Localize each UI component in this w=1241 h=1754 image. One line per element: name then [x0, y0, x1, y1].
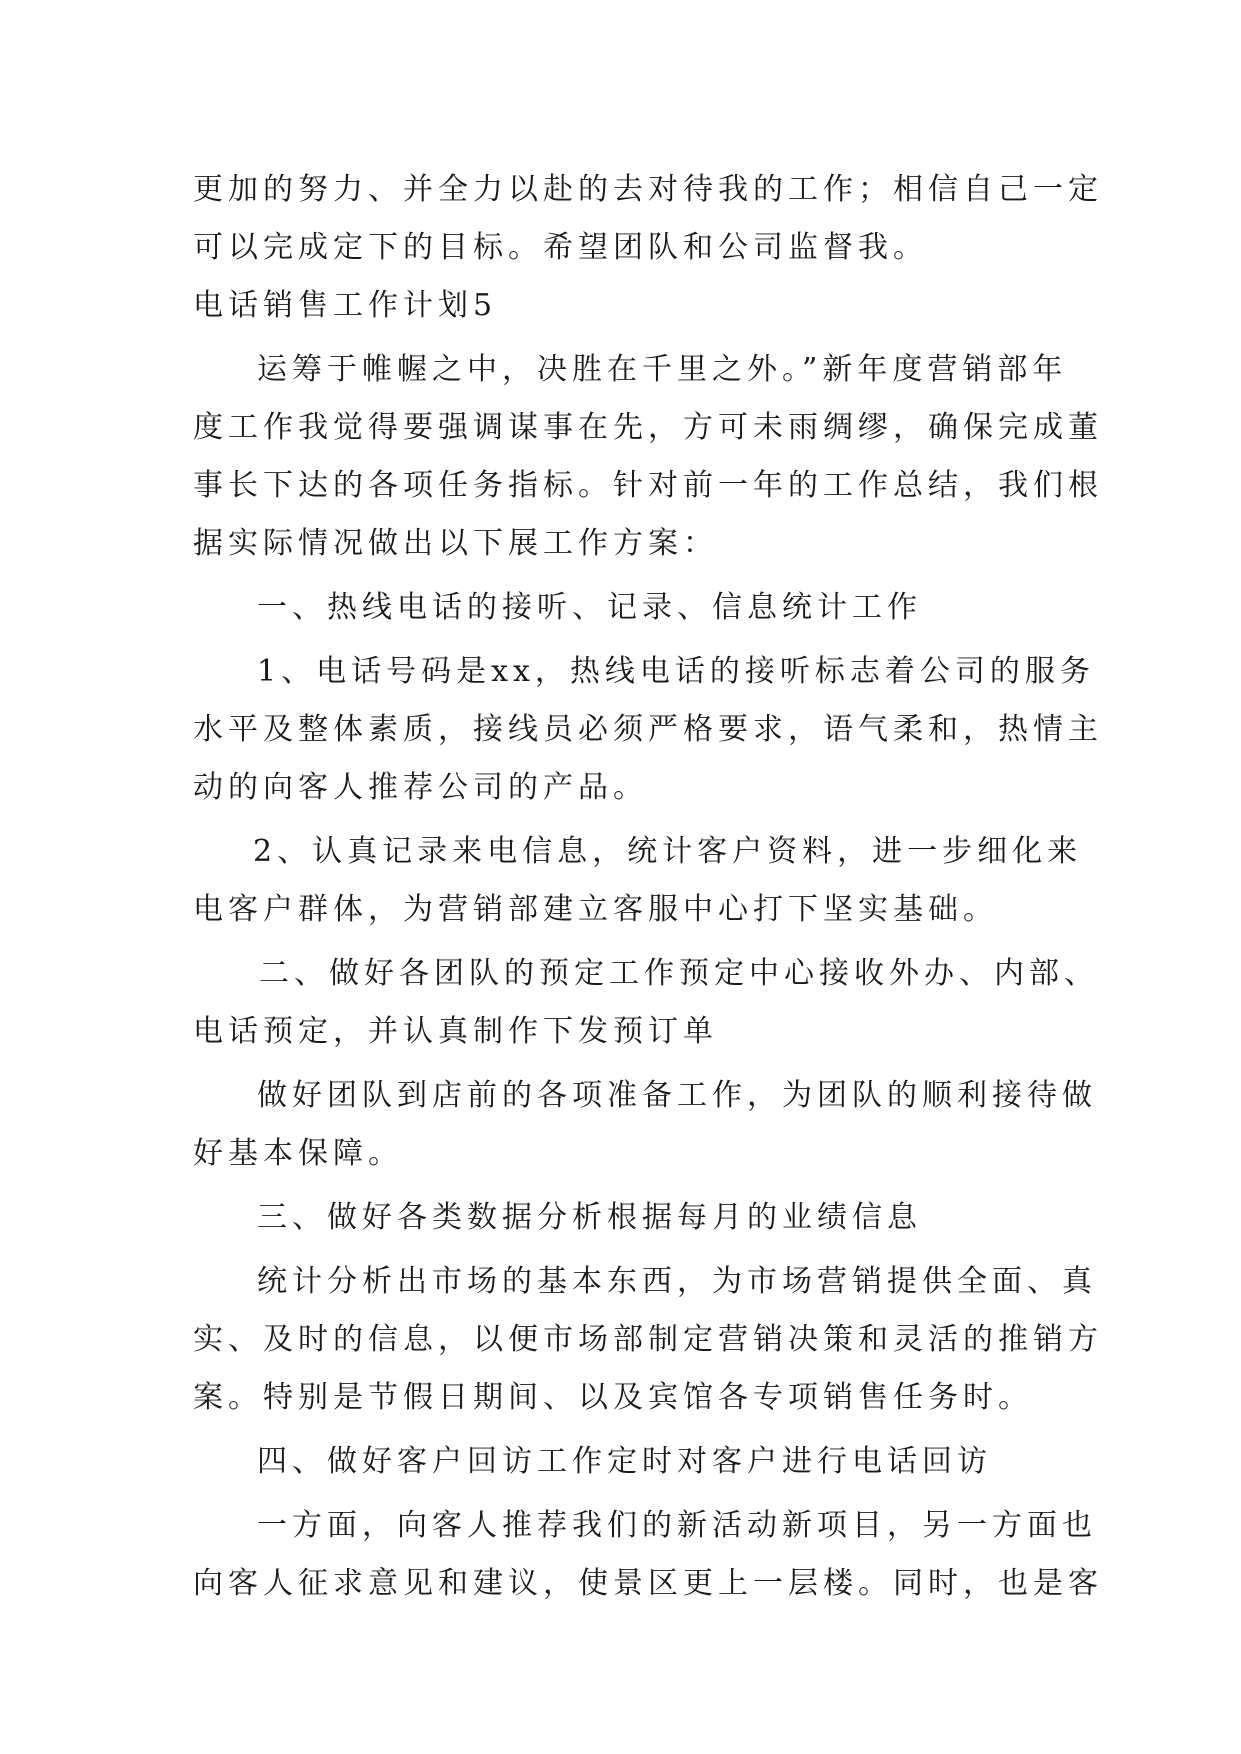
text-line: 电客户群体，为营销部建立客服中心打下坚实基础。 [193, 892, 998, 927]
subheading-line: 一、热线电话的接听、记录、信息统计工作 [257, 590, 922, 625]
subheading-line: 二、做好各团队的预定工作预定中心接收外办、内部、 [259, 956, 1099, 991]
text-line: 运筹于帷幄之中，决胜在千里之外。”新年度营销部年 [257, 352, 1068, 387]
text-line: 可以完成定下的目标。希望团队和公司监督我。 [193, 230, 928, 265]
text-line: 向客人征求意见和建议，使景区更上一层楼。同时，也是客 [193, 1566, 1103, 1601]
text-line: 案。特别是节假日期间、以及宾馆各专项销售任务时。 [193, 1380, 1033, 1415]
text-line: 度工作我觉得要强调谋事在先，方可未雨绸缪，确保完成董 [193, 410, 1103, 445]
text-line: 动的向客人推荐公司的产品。 [193, 770, 648, 805]
text-line: 据实际情况做出以下展工作方案： [193, 526, 718, 561]
text-line: 实、及时的信息，以便市场部制定营销决策和灵活的推销方 [193, 1322, 1103, 1357]
text-line: 好基本保障。 [193, 1136, 403, 1171]
subheading-line: 三、做好各类数据分析根据每月的业绩信息 [257, 1200, 922, 1235]
document-body [193, 161, 1103, 1613]
text-line: 电话预定，并认真制作下发预订单 [193, 1014, 718, 1049]
text-line: 一方面，向客人推荐我们的新活动新项目，另一方面也 [257, 1508, 1097, 1543]
text-line: 2、认真记录来电信息，统计客户资料，进一步细化来 [253, 834, 1083, 869]
text-line: 水平及整体素质，接线员必须严格要求，语气柔和，热情主 [193, 712, 1103, 747]
section-heading: 电话销售工作计划5 [193, 288, 498, 323]
text-line: 做好团队到店前的各项准备工作，为团队的顺利接待做 [257, 1078, 1097, 1113]
text-line: 统计分析出市场的基本东西，为市场营销提供全面、真 [257, 1264, 1097, 1299]
subheading-line: 四、做好客户回访工作定时对客户进行电话回访 [257, 1444, 992, 1479]
text-line: 事长下达的各项任务指标。针对前一年的工作总结，我们根 [193, 468, 1103, 503]
text-line: 1、电话号码是xx，热线电话的接听标志着公司的服务 [257, 654, 1095, 689]
text-line: 更加的努力、并全力以赴的去对待我的工作；相信自己一定 [193, 172, 1103, 207]
